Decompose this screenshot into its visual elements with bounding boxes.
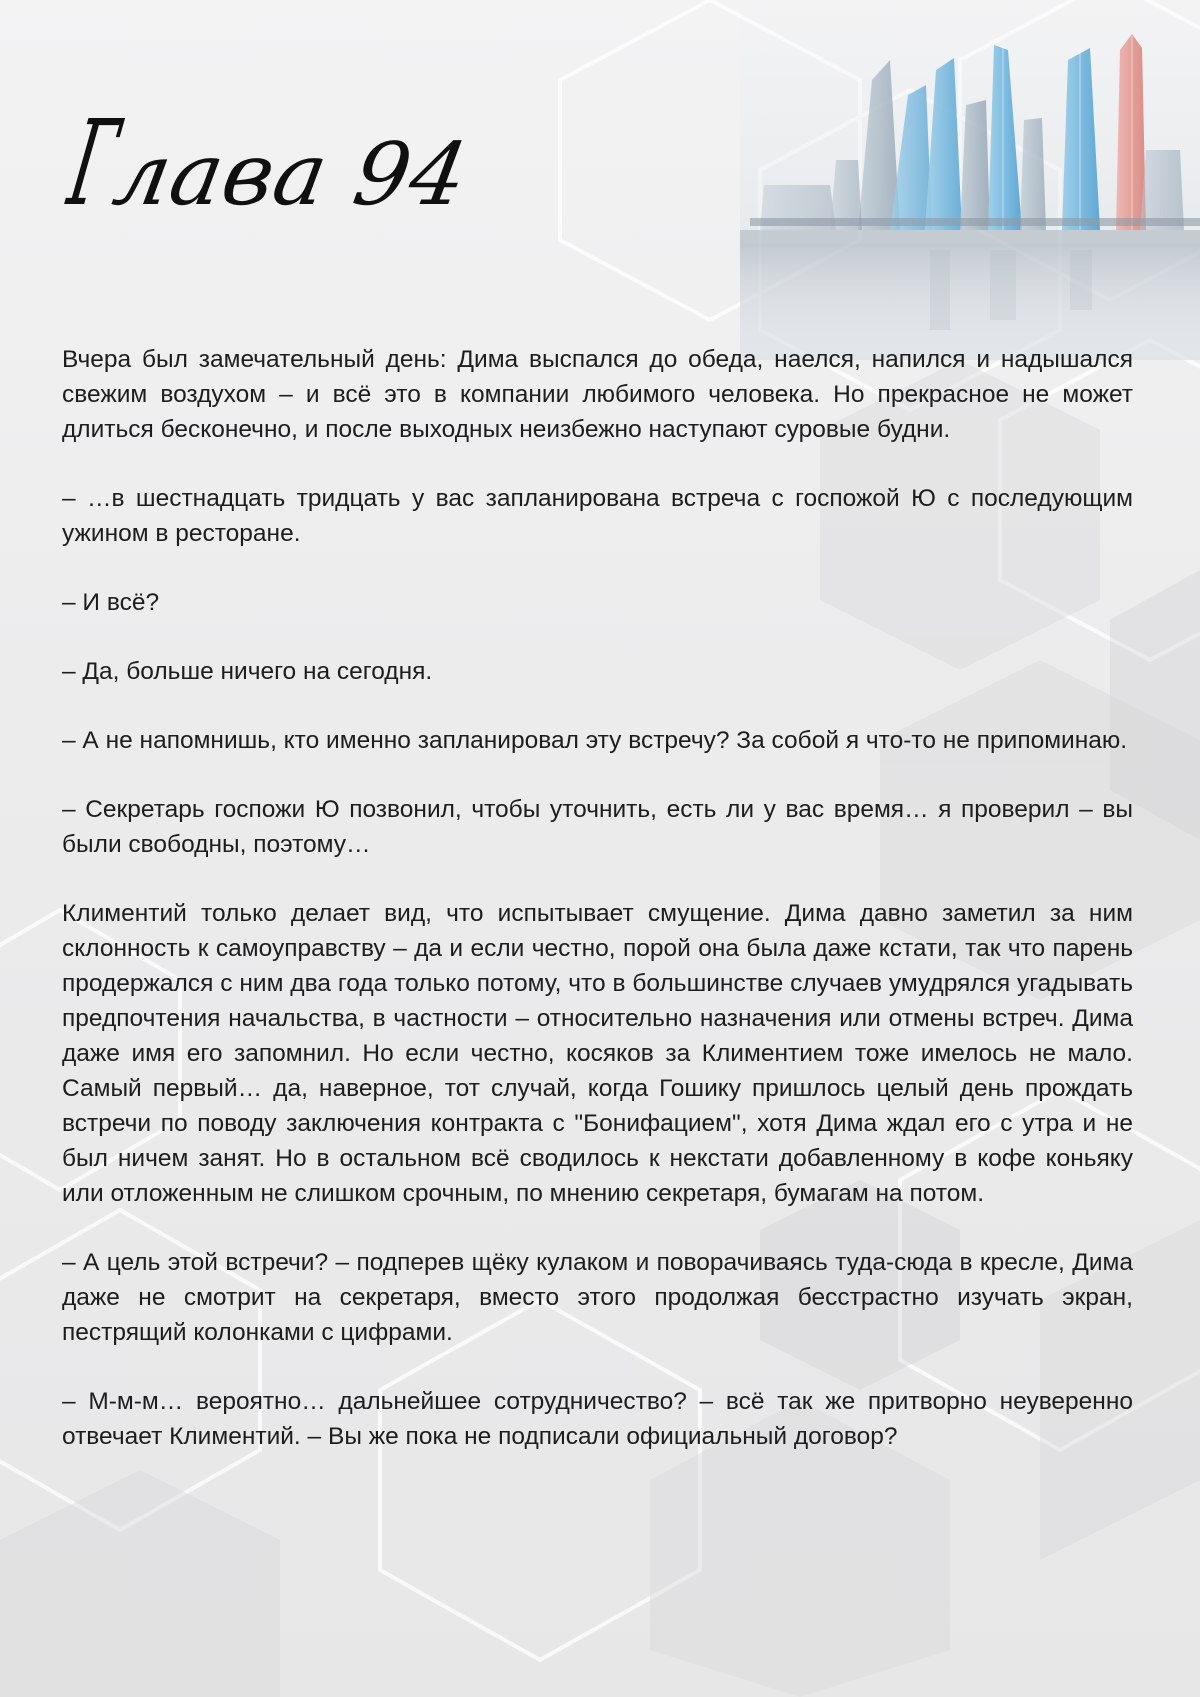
paragraph: – Секретарь госпожи Ю позвонил, чтобы уточнить, есть ли у вас время… я проверил – вы были свободны, поэтому… xyxy=(62,796,1133,858)
chapter-title xyxy=(60,94,479,232)
paragraph: – А не напомнишь, кто именно запланировал эту встречу? За собой я что-то не припоминаю. xyxy=(62,727,1128,754)
chapter-title-rest: лава 94 xyxy=(106,125,476,225)
city-skyline-illustration xyxy=(740,0,1200,360)
paragraph: – И всё? xyxy=(62,589,160,616)
paragraph: – А цель этой встречи? – подперев щёку кулаком и поворачиваясь туда-сюда в кресле, Дима даже не смотрит на секретаря, вместо этого продолжая бесстрастно изучать экран, пестрящий колонками с цифрами. xyxy=(62,1249,1133,1346)
paragraph: Вчера был замечательный день: Дима выспался до обеда, наелся, напился и надышался свежим воздухом – и всё это в компании любимого человека. Но прекрасное не может длиться бесконечно, и после выходных неизбежно наступают суровые будни. xyxy=(62,346,1133,443)
chapter-body xyxy=(62,342,1133,1488)
paragraph: – …в шестнадцать тридцать у вас запланирована встреча с госпожой Ю с последующим ужином в ресторане. xyxy=(62,485,1133,547)
paragraph: Климентий только делает вид, что испытывает смущение. Дима давно заметил за ним склонность к самоуправству – да и если честно, порой она была даже кстати, так что парень продержался с ним два года только потому, что в большинстве случаев умудрялся угадывать предпочтения начальства, в частности – относительно назначения или отмены встреч. Дима даже имя его запомнил. Но если честно, косяков за Климентием тоже имелось не мало. Самый первый… да, наверное, тот случай, когда Гошику пришлось целый день прождать встречи по поводу заключения контракта с "Бонифацием", хотя Дима ждал его с утра и не был ничем занят. Но в остальном всё сводилось к некстати добавленному в кофе коньяку или отложенным не слишком срочным, по мнению секретаря, бумагам на потом. xyxy=(62,900,1133,1207)
paragraph: – М-м-м… вероятно… дальнейшее сотрудничество? – всё так же притворно неуверенно отвечает Климентий. – Вы же пока не подписали официальный договор? xyxy=(62,1388,1133,1450)
paragraph: – Да, больше ничего на сегодня. xyxy=(62,658,433,685)
chapter-title-initial: Г xyxy=(60,94,129,232)
